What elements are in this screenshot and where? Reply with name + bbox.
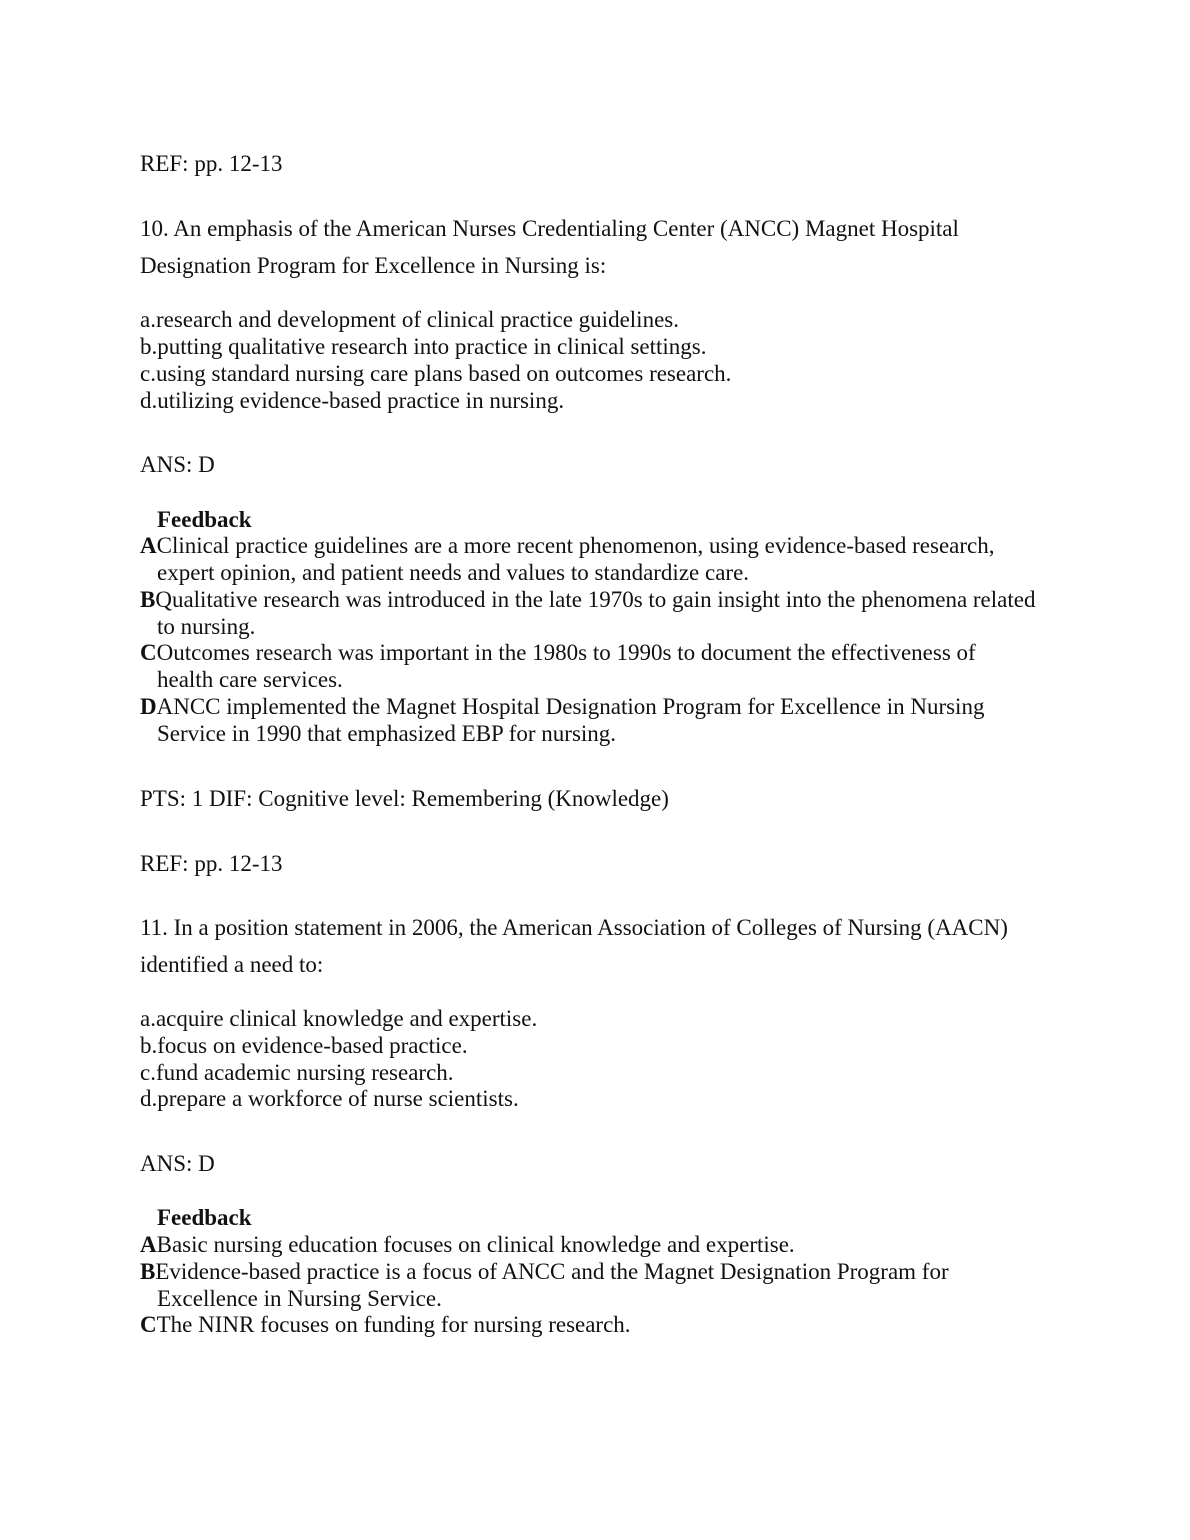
feedback-text: ANCC implemented the Magnet Hospital Designation Program for Excellence in Nursing: [156, 694, 985, 719]
feedback-letter: A: [140, 1232, 157, 1257]
question-11-option-a: a.acquire clinical knowledge and expertise.: [140, 1006, 538, 1031]
feedback-letter: B: [140, 1259, 156, 1284]
feedback-letter: A: [140, 533, 157, 558]
question-10-stem-line2: Designation Program for Excellence in Nursing is:: [140, 253, 607, 278]
question-11-stem-line1: 11. In a position statement in 2006, the American Association of Colleges of Nursing (AACN): [140, 915, 1008, 940]
question-11-feedback-a: [140, 1231, 1070, 1258]
question-10-feedback-a: [140, 532, 1070, 586]
question-10-feedback-d: [140, 693, 1070, 747]
question-11-option-d: d.prepare a workforce of nurse scientists.: [140, 1086, 519, 1111]
question-11-feedback-b: [140, 1258, 1070, 1312]
question-11-feedback-title: Feedback: [157, 1205, 252, 1230]
feedback-letter: C: [140, 1312, 157, 1337]
question-10-option-c: c.using standard nursing care plans based on outcomes research.: [140, 361, 732, 386]
feedback-text: Clinical practice guidelines are a more recent phenomenon, using evidence-based research,: [156, 533, 995, 558]
feedback-text-continued: to nursing.: [157, 614, 256, 639]
question-10-answer: ANS: D: [140, 452, 215, 477]
feedback-text: Evidence-based practice is a focus of ANCC and the Magnet Designation Program for: [155, 1259, 949, 1284]
question-10-option-b: b.putting qualitative research into practice in clinical settings.: [140, 334, 707, 359]
question-10-points-difficulty: PTS: 1 DIF: Cognitive level: Remembering (Knowledge): [140, 786, 669, 811]
feedback-text: Outcomes research was important in the 1980s to 1990s to document the effectiveness of: [156, 640, 976, 665]
feedback-letter: B: [140, 587, 156, 612]
question-10-feedback-c: [140, 639, 1070, 693]
question-10-feedback-title: Feedback: [157, 507, 252, 532]
reference-text: REF: pp. 12-13: [140, 151, 283, 176]
feedback-text: Basic nursing education focuses on clinical knowledge and expertise.: [156, 1232, 795, 1257]
question-11-option-b: b.focus on evidence-based practice.: [140, 1033, 468, 1058]
question-11-option-c: c.fund academic nursing research.: [140, 1060, 454, 1085]
question-11-answer: ANS: D: [140, 1151, 215, 1176]
question-10-feedback-b: [140, 586, 1070, 640]
reference-text: REF: pp. 12-13: [140, 851, 283, 876]
feedback-text: Qualitative research was introduced in the late 1970s to gain insight into the phenomena related: [155, 587, 1036, 612]
question-11-feedback-c: [140, 1311, 1070, 1338]
question-10-stem-line1: 10. An emphasis of the American Nurses Credentialing Center (ANCC) Magnet Hospital: [140, 216, 959, 241]
feedback-text-continued: expert opinion, and patient needs and values to standardize care.: [157, 560, 750, 585]
feedback-text: The NINR focuses on funding for nursing research.: [156, 1312, 631, 1337]
feedback-text-continued: Excellence in Nursing Service.: [157, 1286, 442, 1311]
question-11-stem-line2: identified a need to:: [140, 952, 324, 977]
question-10-option-d: d.utilizing evidence-based practice in nursing.: [140, 388, 565, 413]
feedback-text-continued: health care services.: [157, 667, 343, 692]
feedback-letter: C: [140, 640, 157, 665]
question-10-option-a: a.research and development of clinical practice guidelines.: [140, 307, 679, 332]
feedback-text-continued: Service in 1990 that emphasized EBP for nursing.: [157, 721, 617, 746]
feedback-letter: D: [140, 694, 157, 719]
